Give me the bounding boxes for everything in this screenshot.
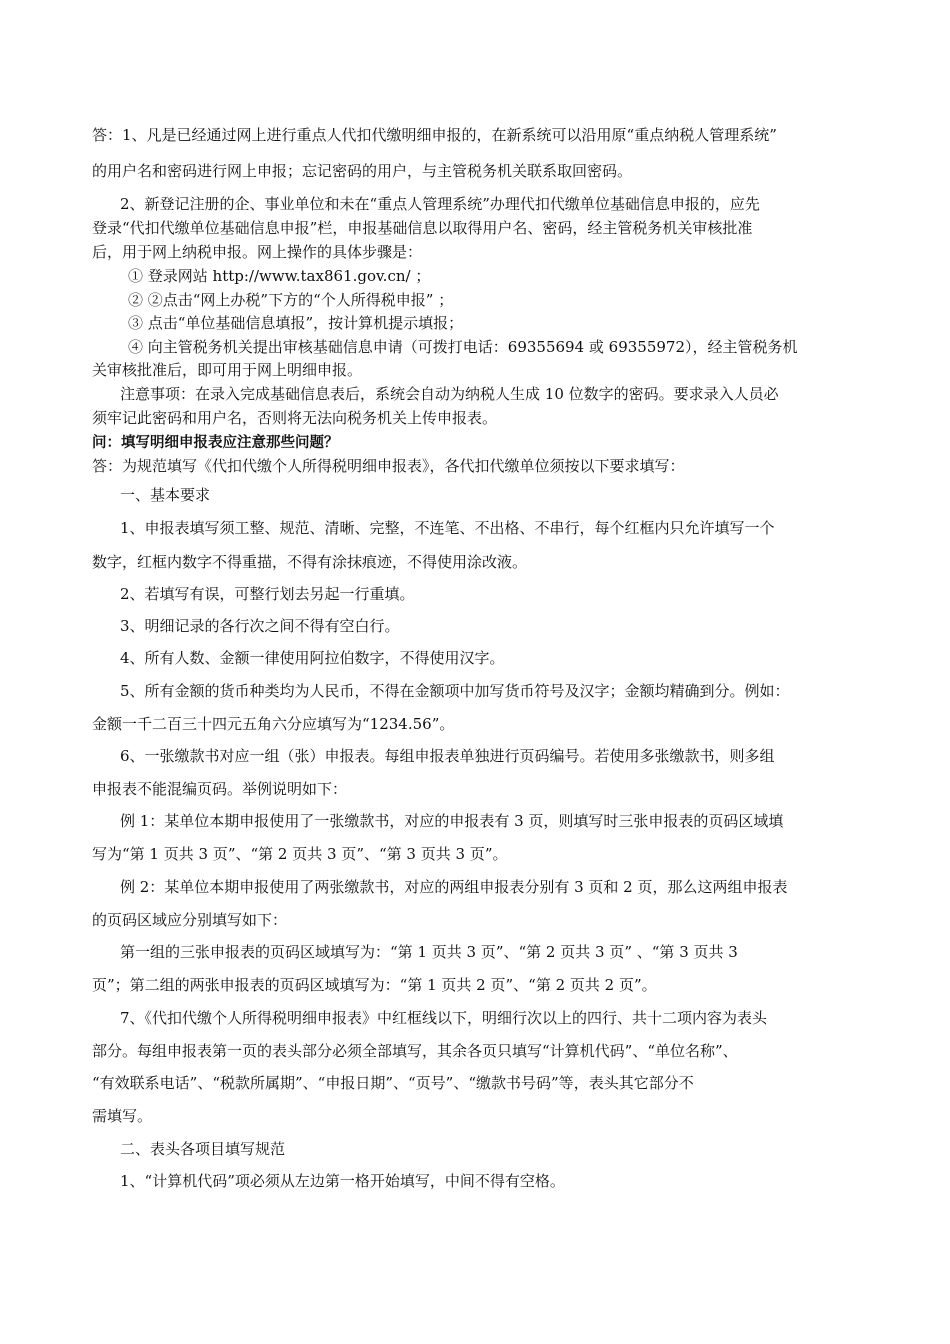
paragraph-line: 的页码区域应分别填写如下： <box>92 911 288 929</box>
paragraph-line: 后，用于网上纳税申报。网上操作的具体步骤是： <box>92 243 423 261</box>
paragraph-line: 7、《代扣代缴个人所得税明细申报表》中红框线以下，明细行次以上的四行、共十二项内容为表头 <box>120 1009 768 1027</box>
list-item: ① 登录网站 http://www.tax861.gov.cn/ ； <box>128 267 431 285</box>
list-item: ② ②点击“网上办税”下方的“个人所得税申报” ； <box>128 291 454 309</box>
paragraph-line: 1、“计算机代码”项必须从左边第一格开始填写，中间不得有空格。 <box>120 1172 565 1190</box>
paragraph-line: 答：为规范填写《代扣代缴个人所得税明细申报表》，各代扣代缴单位须按以下要求填写： <box>92 457 685 475</box>
paragraph-line: 数字，红框内数字不得重描，不得有涂抹痕迹，不得使用涂改液。 <box>92 553 528 571</box>
paragraph-line: 4、所有人数、金额一律使用阿拉伯数字，不得使用汉字。 <box>120 649 505 667</box>
paragraph-line: 例 2：某单位本期申报使用了两张缴款书，对应的两组申报表分别有 3 页和 2 页，那么这两组申报表 <box>120 878 788 896</box>
paragraph-line: 需填写。 <box>92 1107 153 1125</box>
paragraph-line: 须牢记此密码和用户名，否则将无法向税务机关上传申报表。 <box>92 409 498 427</box>
list-item: ③ 点击“单位基础信息填报”，按计算机提示填报； <box>128 314 464 332</box>
section-heading: 一、基本要求 <box>120 486 211 504</box>
paragraph-line: 注意事项：在录入完成基础信息表后，系统会自动为纳税人生成 10 位数字的密码。要求录入人员必 <box>120 385 779 403</box>
paragraph-line: 的用户名和密码进行网上申报；忘记密码的用户，与主管税务机关联系取回密码。 <box>92 162 633 180</box>
paragraph-line: 答：1、凡是已经通过网上进行重点人代扣代缴明细申报的，在新系统可以沿用原“重点纳税人管理系统” <box>92 126 777 144</box>
paragraph-line: 关审核批准后，即可用于网上明细申报。 <box>92 361 363 379</box>
list-item: ④ 向主管税务机关提出审核基础信息申请（可拨打电话：69355694 或 69355972），经主管税务机 <box>128 338 798 356</box>
paragraph-line: 1、申报表填写须工整、规范、清晰、完整，不连笔、不出格、不串行，每个红框内只允许填写一个 <box>120 519 775 537</box>
paragraph-line: 页”；第二组的两张申报表的页码区域填写为：“第 1 页共 2 页”、“第 2 页共 2 页”。 <box>92 976 657 994</box>
paragraph-line: 金额一千二百三十四元五角六分应填写为“1234.56”。 <box>92 715 455 733</box>
paragraph-line: 2、若填写有误，可整行划去另起一行重填。 <box>120 585 415 603</box>
paragraph-line: 例 1：某单位本期申报使用了一张缴款书，对应的申报表有 3 页，则填写时三张申报表的页码区域填 <box>120 812 784 830</box>
paragraph-line: 申报表不能混编页码。举例说明如下： <box>92 780 348 798</box>
paragraph-line: 部分。每组申报表第一页的表头部分必须全部填写，其余各页只填写“计算机代码”、“单位名称”、 <box>92 1042 738 1060</box>
paragraph-line: 3、明细记录的各行次之间不得有空白行。 <box>120 617 400 635</box>
paragraph-line: 登录“代扣代缴单位基础信息申报”栏，申报基础信息以取得用户名、密码，经主管税务机关审核批准 <box>92 219 753 237</box>
paragraph-line: 6、一张缴款书对应一组（张）申报表。每组申报表单独进行页码编号。若使用多张缴款书，则多组 <box>120 747 775 765</box>
question-heading: 问：填写明细申报表应注意那些问题？ <box>92 435 339 451</box>
paragraph-line: 写为“第 1 页共 3 页”、“第 2 页共 3 页”、“第 3 页共 3 页”。 <box>92 845 508 863</box>
paragraph-line: “有效联系电话”、“税款所属期”、“申报日期”、“页号”、“缴款书号码”等，表头其它部分不 <box>92 1074 694 1092</box>
section-heading: 二、表头各项目填写规范 <box>120 1140 286 1158</box>
paragraph-line: 第一组的三张申报表的页码区域填写为：“第 1 页共 3 页”、“第 2 页共 3 页” 、“第 3 页共 3 <box>120 943 738 961</box>
paragraph-line: 5、所有金额的货币种类均为人民币，不得在金额项中加写货币符号及汉字；金额均精确到分。例如： <box>120 682 790 700</box>
paragraph-line: 2、新登记注册的企、事业单位和未在“重点人管理系统”办理代扣代缴单位基础信息申报的，应先 <box>120 195 760 213</box>
